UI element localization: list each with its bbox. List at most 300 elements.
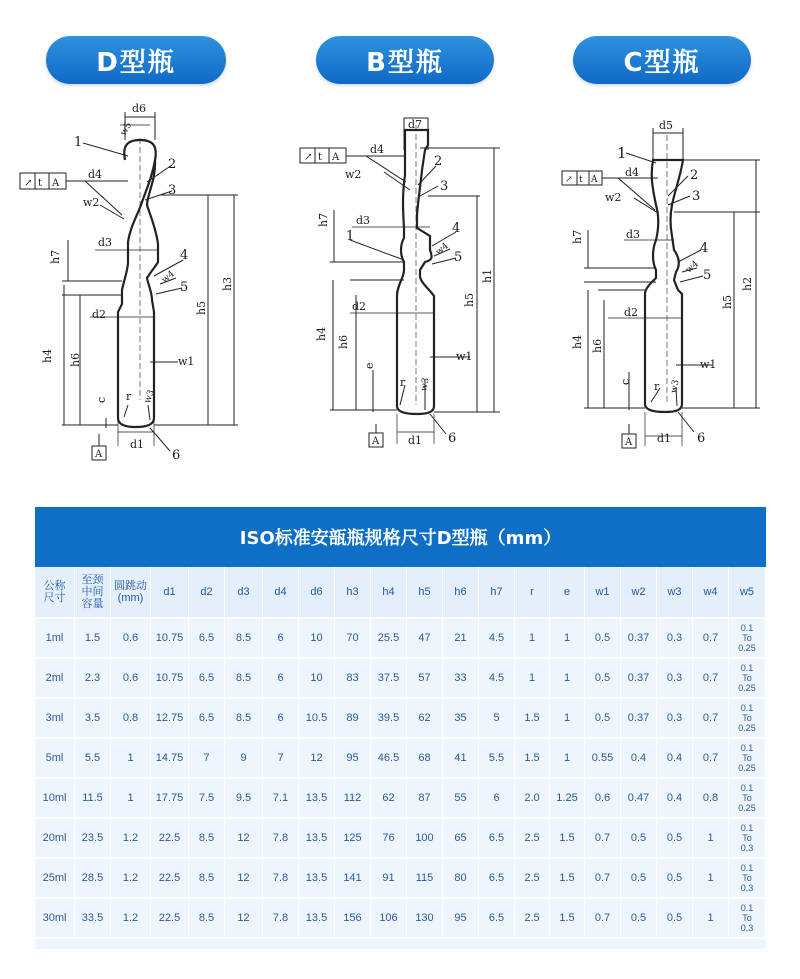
table-cell: 0.3 (657, 619, 693, 659)
column-header-text: w3 (667, 586, 682, 598)
table-cell (729, 659, 766, 699)
table-cell: 141 (335, 859, 371, 899)
table-cell: 1.25 (550, 779, 585, 819)
table-cell: 8.5 (225, 659, 263, 699)
table-cell: 0.7 (693, 699, 729, 739)
table-cell: 8.5 (189, 899, 225, 939)
table-cell: 13.5 (299, 819, 335, 859)
cell-line: To (742, 833, 752, 843)
cell-line: 0.1 (740, 623, 754, 633)
cell-line: 0.1 (740, 863, 754, 873)
d-label-d2: d2 (92, 308, 107, 321)
d-label-h7: h7 (49, 249, 62, 264)
table-cell: 7.8 (263, 819, 299, 859)
b-label-w1: w1 (456, 350, 473, 363)
table-cell: 22.5 (151, 819, 189, 859)
cell-line: 0.25 (738, 683, 756, 693)
table-cell: 57 (407, 659, 443, 699)
table-cell: 12.75 (151, 699, 189, 739)
table-cell: 0.4 (657, 779, 693, 819)
table-cell: 0.5 (657, 859, 693, 899)
b-label-w3: w3 (419, 377, 432, 392)
table-cell: 6.5 (479, 899, 515, 939)
column-header-text: 圆跳动 (114, 580, 147, 592)
column-header-text: 容量 (81, 598, 104, 610)
table-cell: 0.4 (657, 739, 693, 779)
cell-line: 0.25 (738, 643, 756, 653)
d-label-h3: h3 (221, 276, 234, 291)
table-cell: 10 (299, 659, 335, 699)
table-cell: 39.5 (371, 699, 407, 739)
column-header (189, 567, 225, 619)
table-cell: 0.8 (693, 779, 729, 819)
table-cell: 1.5 (75, 619, 111, 659)
cell-line: 0.25 (738, 723, 756, 733)
column-header (371, 567, 407, 619)
table-cell: 1 (111, 779, 151, 819)
b-type-header: B型瓶 (316, 36, 494, 84)
table-cell: 83 (335, 659, 371, 699)
table-cell (729, 819, 766, 859)
table-cell: 76 (371, 819, 407, 859)
cell-line: To (742, 713, 752, 723)
table-cell: 8.5 (225, 619, 263, 659)
table-row (35, 699, 766, 739)
d-label-w1: w1 (178, 355, 195, 368)
table-cell (729, 779, 766, 819)
column-header-text: d6 (310, 586, 323, 598)
b-label-h5: h5 (463, 292, 476, 307)
cell-line: 0.1 (740, 903, 754, 913)
table-cell: 1.2 (111, 819, 151, 859)
d-label-2: 2 (168, 157, 177, 172)
table-cell: 2ml (35, 659, 75, 699)
b-label-d3: d3 (356, 214, 371, 227)
b-label-e: e (363, 362, 376, 369)
b-label-d1: d1 (408, 434, 423, 447)
table-cell: 10.75 (151, 619, 189, 659)
b-label-h4: h4 (315, 326, 328, 341)
table-cell: 1 (693, 899, 729, 939)
table-cell: 0.6 (111, 619, 151, 659)
spec-table-title: ISO标准安瓿瓶规格尺寸D型瓶（mm） (35, 507, 766, 567)
table-cell: 1 (693, 859, 729, 899)
table-row (35, 619, 766, 659)
table-cell: 2.5 (515, 819, 550, 859)
table-cell: 1.5 (550, 859, 585, 899)
d-label-d6: d6 (132, 102, 147, 115)
d-label-h4: h4 (41, 348, 54, 363)
table-cell: 0.3 (657, 659, 693, 699)
column-header (693, 567, 729, 619)
b-frame-ref: A (332, 152, 340, 163)
table-cell: 55 (443, 779, 479, 819)
table-cell: 23.5 (75, 819, 111, 859)
table-cell: 0.5 (585, 699, 621, 739)
table-cell: 1 (550, 659, 585, 699)
column-header-text: 至颈 (81, 574, 104, 586)
table-cell: 2.0 (515, 779, 550, 819)
table-cell: 47 (407, 619, 443, 659)
table-cell: 10ml (35, 779, 75, 819)
c-label-d4: d4 (625, 166, 640, 179)
d-frame-t: t (38, 178, 43, 189)
column-header-text: (mm) (117, 592, 144, 604)
table-cell: 0.5 (621, 819, 657, 859)
cell-line: 0.1 (740, 743, 754, 753)
cell-line: To (742, 753, 752, 763)
cell-line: 0.1 (740, 703, 754, 713)
column-header-text: h6 (454, 586, 467, 598)
column-header (335, 567, 371, 619)
table-cell: 7.8 (263, 899, 299, 939)
b-label-6: 6 (448, 431, 457, 446)
d-type-drawing (20, 112, 238, 460)
d-label-5: 5 (180, 280, 189, 295)
c-label-w2: w2 (605, 191, 622, 204)
table-cell: 22.5 (151, 859, 189, 899)
table-cell: 0.5 (621, 859, 657, 899)
table-cell: 4.5 (479, 659, 515, 699)
table-cell: 0.37 (621, 699, 657, 739)
table-cell: 1 (550, 699, 585, 739)
b-label-2: 2 (434, 154, 443, 169)
cell-line: 0.1 (740, 783, 754, 793)
b-label-d7: d7 (408, 118, 423, 131)
c-label-c: c (619, 378, 632, 385)
table-row (35, 819, 766, 859)
cell-line: 0.1 (740, 823, 754, 833)
column-header-text: w2 (631, 586, 646, 598)
c-frame-sym: ↗ (565, 175, 573, 185)
d-label-6: 6 (172, 448, 181, 463)
table-cell: 5.5 (75, 739, 111, 779)
c-label-d1: d1 (657, 432, 672, 445)
table-cell: 12 (225, 819, 263, 859)
column-header-text: e (563, 586, 571, 598)
table-cell (729, 859, 766, 899)
table-cell: 35 (443, 699, 479, 739)
cell-line: To (742, 873, 752, 883)
table-cell: 28.5 (75, 859, 111, 899)
column-header-text: d1 (163, 586, 176, 598)
b-frame-t: t (318, 152, 323, 163)
table-cell: 1.5 (515, 739, 550, 779)
b-label-5: 5 (454, 250, 463, 265)
b-label-d4: d4 (370, 143, 385, 156)
table-cell: 13.5 (299, 859, 335, 899)
table-cell: 10.5 (299, 699, 335, 739)
c-datum-a: A (625, 437, 633, 448)
c-label-4: 4 (700, 241, 709, 256)
column-header (479, 567, 515, 619)
c-label-h4: h4 (571, 334, 584, 349)
c-label-d2: d2 (624, 306, 639, 319)
table-header-row (35, 567, 766, 619)
cell-line: 0.3 (740, 883, 754, 893)
cell-line: 0.3 (740, 843, 754, 853)
d-label-d1: d1 (130, 438, 145, 451)
column-header-text: 尺寸 (43, 592, 66, 604)
table-cell: 13.5 (299, 779, 335, 819)
table-cell: 95 (335, 739, 371, 779)
table-cell: 62 (407, 699, 443, 739)
table-cell: 22.5 (151, 899, 189, 939)
column-header (263, 567, 299, 619)
table-cell: 11.5 (75, 779, 111, 819)
c-label-w1: w1 (700, 358, 717, 371)
table-cell: 80 (443, 859, 479, 899)
c-label-w3: w3 (669, 379, 682, 394)
d-label-r: r (126, 390, 132, 403)
table-cell: 1 (550, 739, 585, 779)
table-cell: 1 (515, 659, 550, 699)
column-header-text: w5 (739, 586, 755, 598)
d-label-w2: w2 (83, 196, 100, 209)
column-header-text: h3 (346, 586, 359, 598)
table-row (35, 739, 766, 779)
table-cell: 2.3 (75, 659, 111, 699)
b-frame-sym: ↗ (304, 152, 313, 163)
table-cell: 0.7 (585, 819, 621, 859)
table-cell: 3ml (35, 699, 75, 739)
column-header-text: d2 (200, 586, 213, 598)
d-label-3: 3 (168, 183, 177, 198)
table-cell: 6 (479, 779, 515, 819)
b-label-d2: d2 (352, 300, 367, 313)
cell-line: 0.25 (738, 803, 756, 813)
d-ampoule-outline (118, 140, 158, 427)
d-label-w4: w4 (160, 269, 177, 286)
table-cell: 0.7 (693, 659, 729, 699)
d-datum-a: A (95, 449, 103, 460)
c-label-6: 6 (697, 431, 706, 446)
table-cell: 0.55 (585, 739, 621, 779)
table-cell: 14.75 (151, 739, 189, 779)
cell-line: 0.25 (738, 763, 756, 773)
c-label-d3: d3 (626, 228, 641, 241)
column-header-text: h4 (382, 586, 395, 598)
table-cell: 25.5 (371, 619, 407, 659)
table-cell: 106 (371, 899, 407, 939)
table-cell: 10 (299, 619, 335, 659)
table-cell: 1 (693, 819, 729, 859)
table-cell: 100 (407, 819, 443, 859)
b-type-drawing (300, 118, 500, 447)
table-cell: 6 (263, 619, 299, 659)
d-label-h5: h5 (195, 300, 208, 315)
table-cell: 70 (335, 619, 371, 659)
table-cell: 0.47 (621, 779, 657, 819)
table-row (35, 859, 766, 899)
column-header-text: 公称 (43, 580, 66, 592)
column-header (111, 567, 151, 619)
table-cell (729, 699, 766, 739)
table-cell: 12 (299, 739, 335, 779)
cell-line: To (742, 673, 752, 683)
table-cell: 1.2 (111, 859, 151, 899)
table-cell: 89 (335, 699, 371, 739)
table-cell: 5ml (35, 739, 75, 779)
cell-line: To (742, 913, 752, 923)
d-label-d4: d4 (88, 168, 103, 181)
table-cell: 0.3 (657, 699, 693, 739)
column-header-text: d4 (274, 586, 287, 598)
table-cell: 6 (263, 699, 299, 739)
table-cell: 25ml (35, 859, 75, 899)
b-ampoule-outline (397, 130, 434, 414)
c-label-d5: d5 (659, 119, 674, 132)
d-label-1: 1 (74, 135, 83, 150)
table-cell: 0.4 (621, 739, 657, 779)
column-header (35, 567, 75, 619)
column-header (585, 567, 621, 619)
d-type-header: D型瓶 (46, 36, 226, 84)
table-row (35, 659, 766, 699)
table-cell: 21 (443, 619, 479, 659)
column-header-text: r (530, 586, 534, 598)
b-label-h7: h7 (317, 212, 330, 227)
table-cell: 6.5 (479, 859, 515, 899)
table-cell: 9.5 (225, 779, 263, 819)
column-header-text: h5 (418, 586, 431, 598)
c-label-h7: h7 (571, 229, 584, 244)
cell-line: To (742, 793, 752, 803)
table-cell: 46.5 (371, 739, 407, 779)
table-cell: 3.5 (75, 699, 111, 739)
cell-line: 0.3 (740, 923, 754, 933)
table-cell (729, 899, 766, 939)
d-label-w3: w3 (142, 388, 157, 405)
table-cell: 13.5 (299, 899, 335, 939)
column-header-text: d3 (237, 586, 250, 598)
table-cell: 5 (479, 699, 515, 739)
table-cell: 37.5 (371, 659, 407, 699)
table-cell: 65 (443, 819, 479, 859)
table-cell: 10.75 (151, 659, 189, 699)
table-cell: 62 (371, 779, 407, 819)
spec-table (35, 567, 766, 939)
table-cell: 1 (111, 739, 151, 779)
b-label-w2: w2 (345, 168, 362, 181)
column-header (225, 567, 263, 619)
d-label-4: 4 (180, 248, 189, 263)
table-cell: 91 (371, 859, 407, 899)
table-cell: 0.6 (585, 779, 621, 819)
table-cell: 0.5 (657, 899, 693, 939)
c-label-h2: h2 (741, 276, 754, 291)
b-datum-a: A (372, 436, 380, 447)
cell-line: To (742, 633, 752, 643)
column-header (151, 567, 189, 619)
b-label-h1: h1 (481, 268, 494, 283)
table-cell: 0.7 (585, 899, 621, 939)
table-cell: 4.5 (479, 619, 515, 659)
c-label-3: 3 (692, 189, 701, 204)
table-cell: 7.5 (189, 779, 225, 819)
table-cell: 115 (407, 859, 443, 899)
column-header-text: 中间 (81, 586, 104, 598)
table-cell: 1.5 (550, 819, 585, 859)
table-cell (729, 619, 766, 659)
table-cell: 125 (335, 819, 371, 859)
column-header (443, 567, 479, 619)
column-header (299, 567, 335, 619)
table-cell: 0.37 (621, 659, 657, 699)
b-label-4: 4 (452, 221, 461, 236)
table-cell: 30ml (35, 899, 75, 939)
table-cell: 1.2 (111, 899, 151, 939)
table-cell: 1.5 (550, 899, 585, 939)
d-frame-sym: ↗ (24, 178, 33, 189)
b-label-3: 3 (440, 179, 449, 194)
table-cell: 8.5 (225, 699, 263, 739)
table-cell: 112 (335, 779, 371, 819)
table-cell: 2.5 (515, 899, 550, 939)
table-cell: 0.7 (693, 619, 729, 659)
column-header (75, 567, 111, 619)
c-frame-t: t (579, 175, 583, 185)
table-cell: 0.5 (585, 619, 621, 659)
c-label-w4: w4 (684, 259, 701, 276)
table-cell: 1 (550, 619, 585, 659)
table-cell: 2.5 (515, 859, 550, 899)
table-cell: 8.5 (189, 819, 225, 859)
column-header (407, 567, 443, 619)
d-label-h6: h6 (69, 352, 82, 367)
table-cell: 5.5 (479, 739, 515, 779)
table-cell: 0.5 (657, 819, 693, 859)
d-label-w5: w5 (118, 120, 135, 138)
c-label-2: 2 (690, 168, 699, 183)
table-cell: 0.7 (585, 859, 621, 899)
table-cell: 17.75 (151, 779, 189, 819)
table-cell: 1ml (35, 619, 75, 659)
table-cell: 0.5 (585, 659, 621, 699)
column-header (515, 567, 550, 619)
table-cell: 6.5 (189, 699, 225, 739)
table-cell: 8.5 (189, 859, 225, 899)
table-cell: 7.1 (263, 779, 299, 819)
table-cell: 0.7 (693, 739, 729, 779)
b-label-w4: w4 (434, 241, 451, 258)
table-row (35, 779, 766, 819)
cell-line: 0.1 (740, 663, 754, 673)
table-cell: 7.8 (263, 859, 299, 899)
table-cell: 1.5 (515, 699, 550, 739)
c-label-h5: h5 (721, 294, 734, 309)
table-cell: 0.5 (621, 899, 657, 939)
table-cell: 156 (335, 899, 371, 939)
table-cell: 130 (407, 899, 443, 939)
b-label-r: r (400, 376, 406, 389)
column-header-text: w1 (595, 586, 610, 598)
ampoule-technical-drawings (0, 0, 800, 480)
table-cell: 0.37 (621, 619, 657, 659)
column-header-text: w4 (703, 586, 718, 598)
table-cell: 33 (443, 659, 479, 699)
table-row (35, 899, 766, 939)
table-cell: 12 (225, 859, 263, 899)
c-label-r: r (654, 380, 660, 393)
table-cell: 0.6 (111, 659, 151, 699)
table-cell: 20ml (35, 819, 75, 859)
spec-table-panel (35, 507, 766, 949)
c-label-5: 5 (703, 268, 712, 283)
c-frame-ref: A (591, 175, 598, 185)
table-cell: 68 (407, 739, 443, 779)
table-cell: 9 (225, 739, 263, 779)
